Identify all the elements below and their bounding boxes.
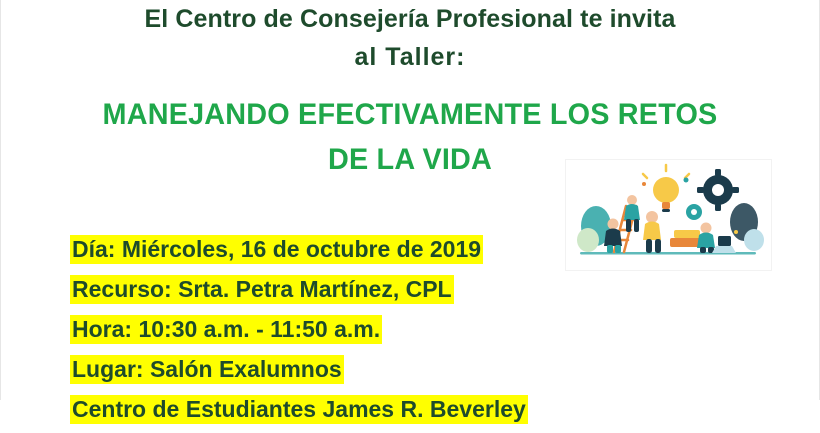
illustration-svg <box>566 160 771 270</box>
header-line-2: al Taller: <box>354 43 466 71</box>
detail-venue: Centro de Estudiantes James R. Beverley <box>72 396 526 422</box>
detail-date: Día: Miércoles, 16 de octubre de 2019 <box>72 236 482 262</box>
title-line-1: MANEJANDO EFECTIVAMENTE LOS RETOS <box>102 98 718 131</box>
detail-row-resource <box>70 273 590 306</box>
detail-place: Lugar: Salón Exalumnos <box>72 356 342 382</box>
detail-row-venue <box>70 393 590 426</box>
teamwork-idea-illustration <box>566 160 771 270</box>
detail-resource: Recurso: Srta. Petra Martínez, CPL <box>72 276 452 302</box>
detail-row-time <box>70 313 590 346</box>
title-line-2: DE LA VIDA <box>327 143 493 176</box>
detail-time: Hora: 10:30 a.m. - 11:50 a.m. <box>72 316 381 342</box>
detail-row-date <box>70 233 590 266</box>
poster-header <box>0 0 820 76</box>
event-details <box>70 233 590 433</box>
detail-row-place <box>70 353 590 386</box>
header-line-1: El Centro de Consejería Profesional te invita <box>144 5 676 33</box>
